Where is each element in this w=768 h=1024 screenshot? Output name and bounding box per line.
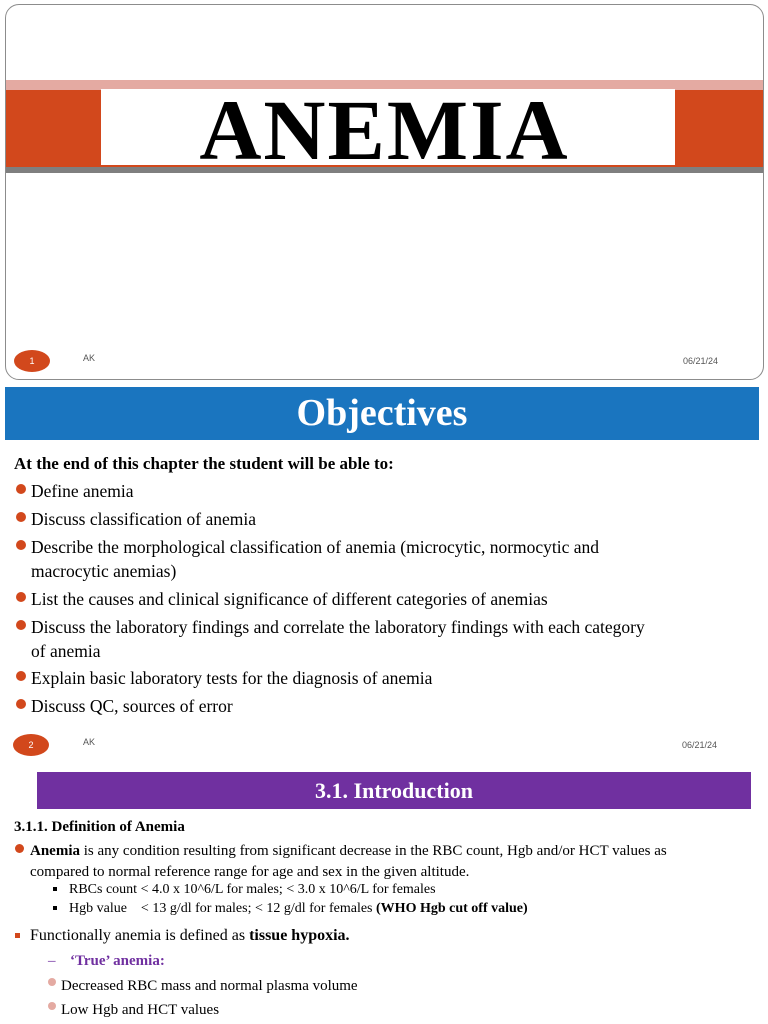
objective-item: Discuss QC, sources of error	[31, 696, 233, 716]
footer-date: 06/21/24	[683, 356, 719, 366]
functional-definition-text: Functionally anemia is defined as	[30, 927, 250, 944]
true-anemia-heading: ‘True’ anemia:	[70, 953, 165, 969]
functional-definition-term: tissue hypoxia.	[249, 927, 350, 944]
slide-title: 3.1. Introduction	[315, 778, 473, 803]
bullet-dot	[16, 512, 26, 522]
square-bullet	[53, 906, 57, 910]
criteria-hgb-note: (WHO Hgb cut off value)	[376, 901, 528, 916]
footer-author: AK	[83, 353, 96, 363]
bullet-dot	[16, 699, 26, 709]
footer-author: AK	[83, 737, 96, 747]
true-anemia-item: Decreased RBC mass and normal plasma volume	[61, 978, 358, 994]
functional-definition	[30, 926, 350, 946]
bullet-dot	[16, 540, 26, 550]
true-anemia-item: Low Hgb and HCT values	[61, 1002, 220, 1018]
bullet-dot	[16, 671, 26, 681]
page-number-badge: 2	[13, 734, 49, 756]
bullet-dot-pink	[48, 978, 56, 986]
slide-title: ANEMIA	[199, 82, 570, 178]
definition-text	[30, 841, 667, 861]
bullet-dot	[16, 484, 26, 494]
footer-date: 06/21/24	[682, 740, 718, 750]
section-heading: 3.1.1. Definition of Anemia	[14, 819, 185, 835]
bullet-dot-pink	[48, 1002, 56, 1010]
objective-item: Define anemia	[31, 481, 134, 501]
objective-item: Describe the morphological classification of anemia (microcytic, normocytic and	[31, 537, 600, 557]
bullet-dot	[16, 620, 26, 630]
objective-item: Explain basic laboratory tests for the diagnosis of anemia	[31, 668, 433, 688]
slide-1	[5, 4, 764, 380]
page-number-badge: 1	[14, 350, 50, 372]
objective-item: Discuss classification of anemia	[31, 509, 257, 529]
slide-title: Objectives	[296, 392, 468, 434]
objective-item: Discuss the laboratory findings and correlate the laboratory findings with each category	[31, 617, 645, 637]
square-bullet-orange	[15, 933, 20, 938]
criteria-hgb-values: Hgb value < 13 g/dl for males; < 12 g/dl for females	[69, 901, 377, 916]
definition-text-continued: compared to normal reference range for age and sex in the given altitude.	[30, 864, 470, 880]
definition-body: is any condition resulting from significant decrease in the RBC count, Hgb and/or HCT values as	[80, 843, 667, 859]
objectives-intro: At the end of this chapter the student will be able to:	[14, 454, 394, 473]
criteria-rbc: RBCs count < 4.0 x 10^6/L for males; < 3.0 x 10^6/L for females	[69, 882, 436, 897]
objective-item: List the causes and clinical significance of different categories of anemias	[31, 589, 548, 609]
objective-item-continued: of anemia	[31, 641, 101, 661]
dash-marker: –	[48, 953, 56, 969]
square-bullet	[53, 887, 57, 891]
definition-term: Anemia	[30, 843, 80, 859]
bullet-dot	[15, 844, 24, 853]
bullet-dot	[16, 592, 26, 602]
objective-item-continued: macrocytic anemias)	[31, 561, 177, 581]
criteria-hgb	[69, 900, 528, 918]
